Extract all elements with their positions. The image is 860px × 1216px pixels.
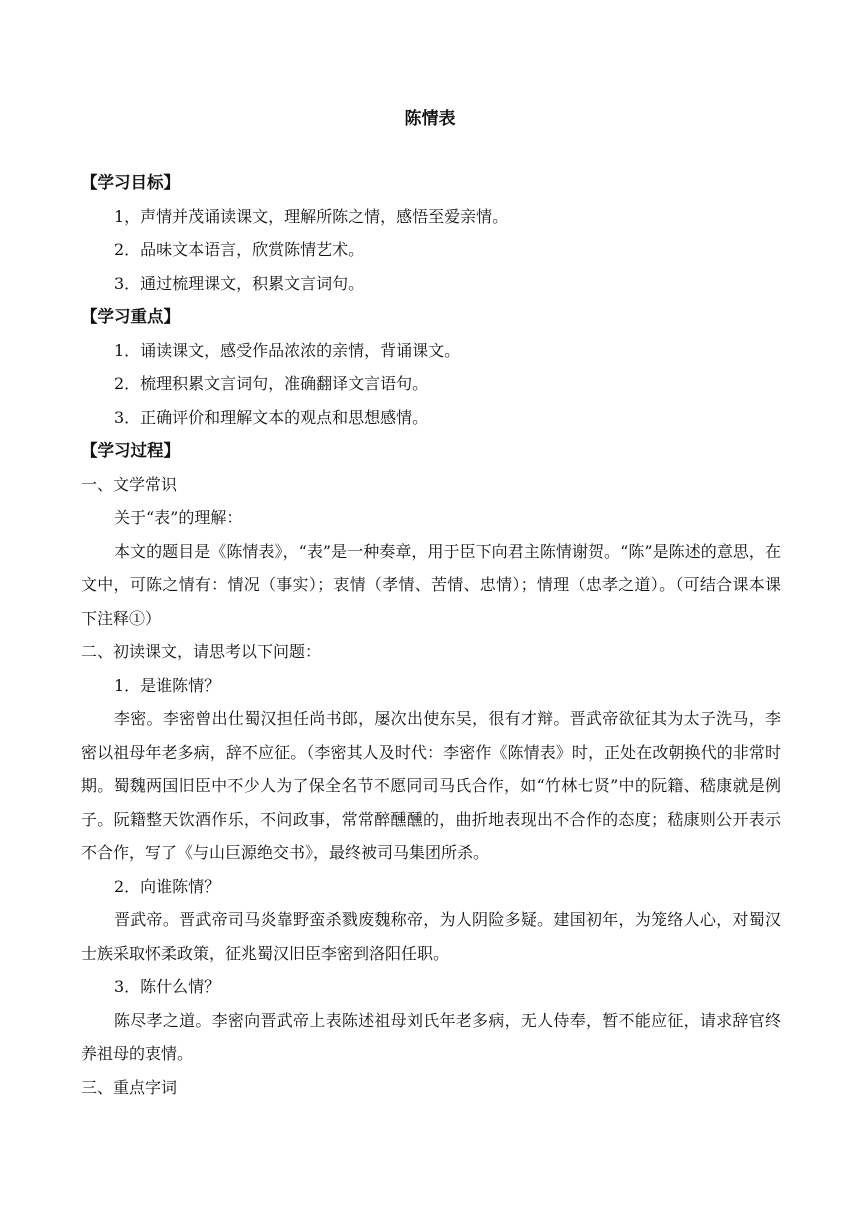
process-heading: 【学习过程】: [81, 441, 180, 460]
section-3-title: 三、重点字词: [81, 1077, 178, 1097]
focus-item: 3．正确评价和理解文本的观点和思想感情。: [114, 407, 429, 427]
goal-item: 3．通过梳理课文，积累文言词句。: [114, 273, 365, 293]
answer-3: 陈尽孝之道。李密向晋武帝上表陈述祖母刘氏年老多病，无人侍奉，暂不能应征，请求辞官终养祖母的衷情。: [81, 1010, 781, 1063]
section-2-title: 二、初读课文，请思考以下问题：: [81, 642, 322, 661]
section-1-body: 本文的题目是《陈情表》，“表”是一种奏章，用于臣下向君主陈情谢贺。“陈”是陈述的意思，在文中，可陈之情有：情况（事实）；衷情（孝情、苦情、忠情）；情理（忠孝之道）。（可结合课本课下注释①）: [81, 541, 781, 628]
focus-heading: 【学习重点】: [81, 307, 180, 326]
document-title: 陈情表: [404, 109, 456, 129]
focus-item: 1．诵读课文，感受作品浓浓的亲情，背诵课文。: [114, 340, 461, 360]
goal-item: 2．品味文本语言，欣赏陈情艺术。: [114, 240, 365, 259]
answer-2: 晋武帝。晋武帝司马炎靠野蛮杀戮废魏称帝，为人阴险多疑。建国初年，为笼络人心，对蜀汉士族采取怀柔政策，征兆蜀汉旧臣李密到洛阳任职。: [81, 910, 781, 963]
section-1-intro: 关于“表”的理解：: [114, 508, 243, 527]
question-1: 1．是谁陈情？: [114, 675, 221, 695]
goals-heading: 【学习目标】: [81, 173, 180, 192]
document-body: [81, 166, 781, 1104]
answer-1: 李密。李密曾出仕蜀汉担任尚书郎，屡次出使东吴，很有才辩。晋武帝欲征其为太子洗马，李密以祖母年老多病，辞不应征。（李密其人及时代：李密作《陈情表》时，正处在改朝换代的非常时期。蜀魏两国旧臣中不少人为了保全名节不愿同司马氏合作，如“竹林七贤”中的阮籍、嵇康就是例子。阮籍整天饮酒作乐，不问政事，常常醉醺醺的，曲折地表现出不合作的态度；嵇康则公开表示不合作，写了《与山巨源绝交书》，最终被司马集团所杀。: [81, 709, 781, 862]
section-1-title: 一、文学常识: [81, 474, 178, 494]
goal-item: 1，声情并茂诵读课文，理解所陈之情，感悟至爱亲情。: [114, 206, 509, 226]
question-3: 3．陈什么情？: [114, 977, 221, 996]
question-2: 2．向谁陈情？: [114, 876, 221, 896]
focus-item: 2．梳理积累文言词句，准确翻译文言语句。: [114, 374, 429, 393]
